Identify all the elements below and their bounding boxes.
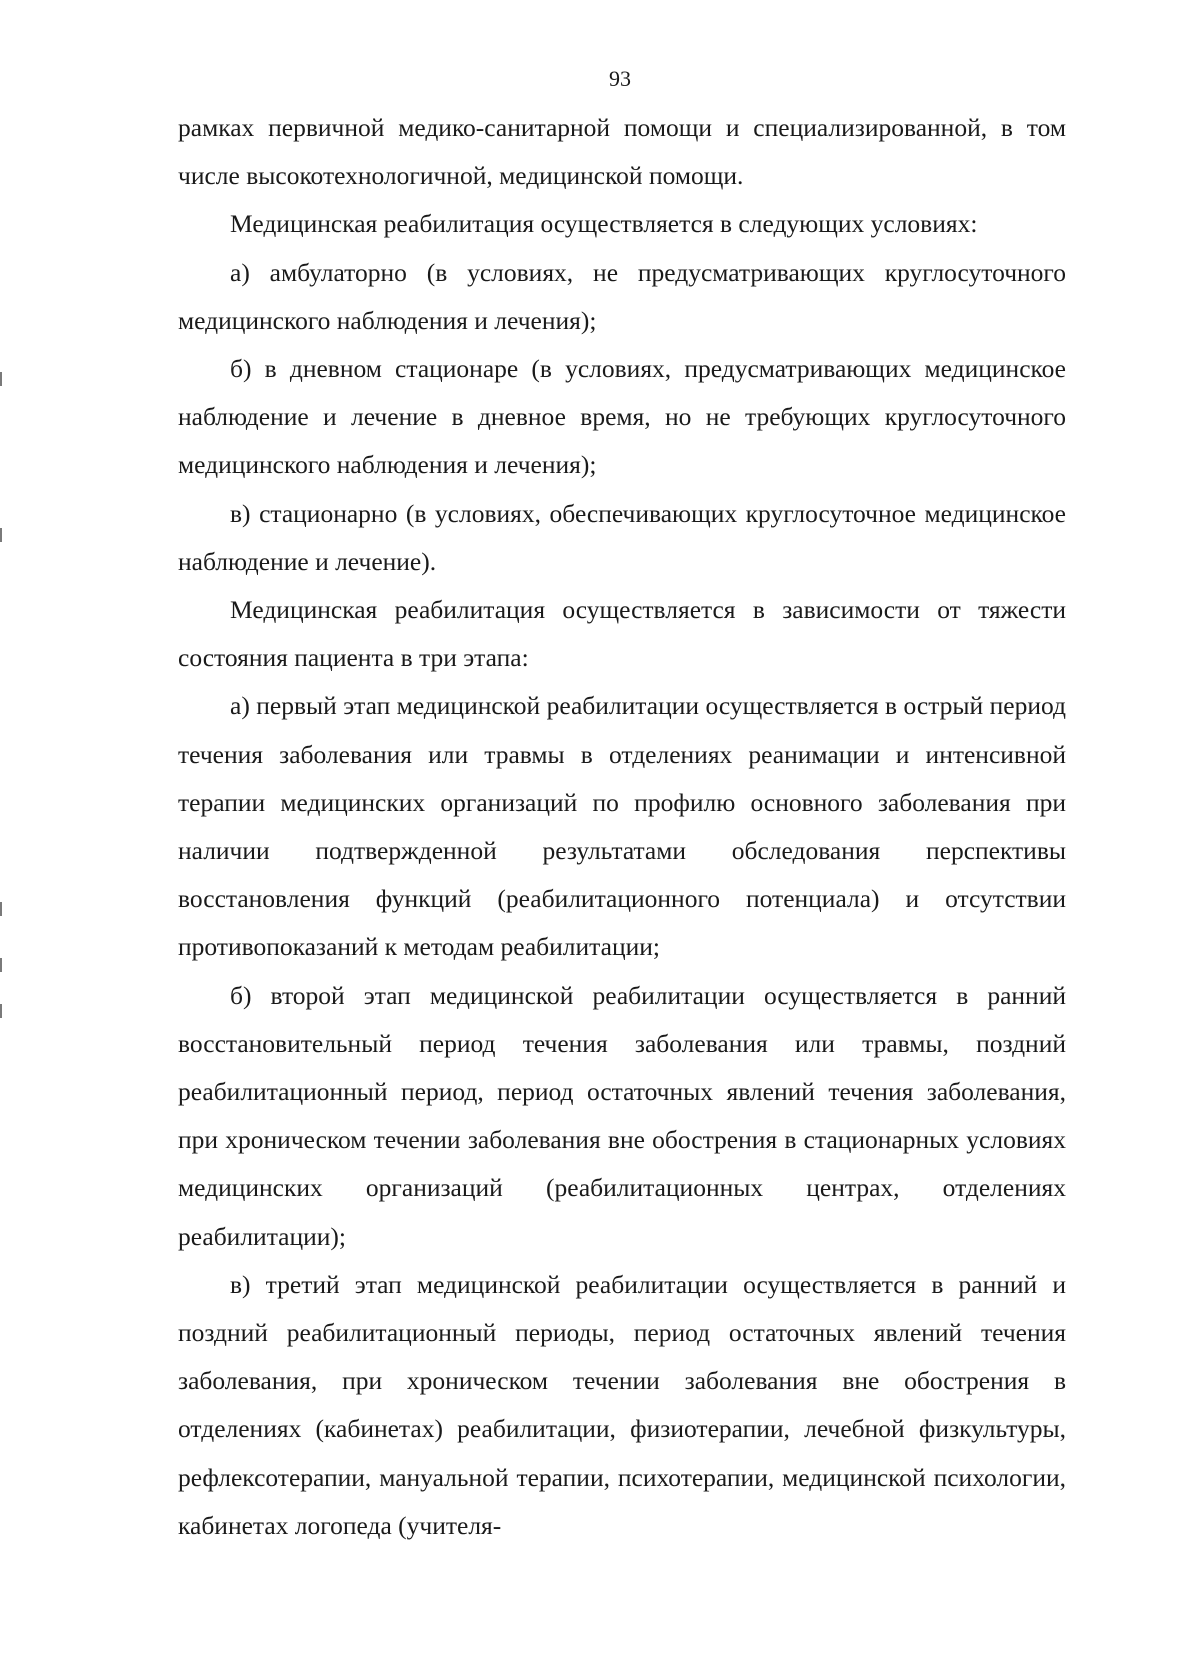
paragraph-stage-a: а) первый этап медицинской реабилитации осуществляется в острый период течения заболевания или травмы в отделениях реанимации и интенсивной терапии медицинских организаций по профилю основного заболевания при наличии подтвержденной результатами обследования перспективы восстановления функций (реабилитационного потенциала) и отсутствии противопоказаний к методам реабилитации; xyxy=(178,691,1066,962)
paragraph-stages-intro: Медицинская реабилитация осуществляется в зависимости от тяжести состояния пациента в три этапа: xyxy=(178,595,1066,673)
scan-mark xyxy=(0,1004,2,1018)
paragraph-stage-b: б) второй этап медицинской реабилитации осуществляется в ранний восстановительный период течения заболевания или травмы, поздний реабилитационный период, период остаточных явлений течения заболевания, при хроническом течении заболевания вне обострения в стационарных условиях медицинских организаций (реабилитационных центрах, отделениях реабилитации); xyxy=(178,980,1066,1251)
document-body xyxy=(178,104,1066,1550)
paragraph-condition-a: а) амбулаторно (в условиях, не предусматривающих круглосуточного медицинского наблюдения и лечения); xyxy=(178,257,1066,335)
paragraph-condition-v: в) стационарно (в условиях, обеспечивающих круглосуточное медицинское наблюдение и лечение). xyxy=(178,498,1066,576)
paragraph-conditions-intro: Медицинская реабилитация осуществляется в следующих условиях: xyxy=(230,209,978,239)
scan-mark xyxy=(0,528,2,542)
paragraph-continuation: рамках первичной медико-санитарной помощи и специализированной, в том числе высокотехнологичной, медицинской помощи. xyxy=(178,113,1066,191)
page-number: 93 xyxy=(609,66,631,91)
scan-mark xyxy=(0,958,2,972)
scan-mark xyxy=(0,902,2,916)
paragraph-condition-b: б) в дневном стационаре (в условиях, предусматривающих медицинское наблюдение и лечение в дневное время, но не требующих круглосуточного медицинского наблюдения и лечения); xyxy=(178,354,1066,480)
paragraph-stage-v: в) третий этап медицинской реабилитации осуществляется в ранний и поздний реабилитационный периоды, период остаточных явлений течения заболевания, при хроническом течении заболевания вне обострения в отделениях (кабинетах) реабилитации, физиотерапии, лечебной физкультуры, рефлексотерапии, мануальной терапии, психотерапии, медицинской психологии, кабинетах логопеда (учителя- xyxy=(178,1269,1066,1540)
scan-mark xyxy=(0,372,2,386)
